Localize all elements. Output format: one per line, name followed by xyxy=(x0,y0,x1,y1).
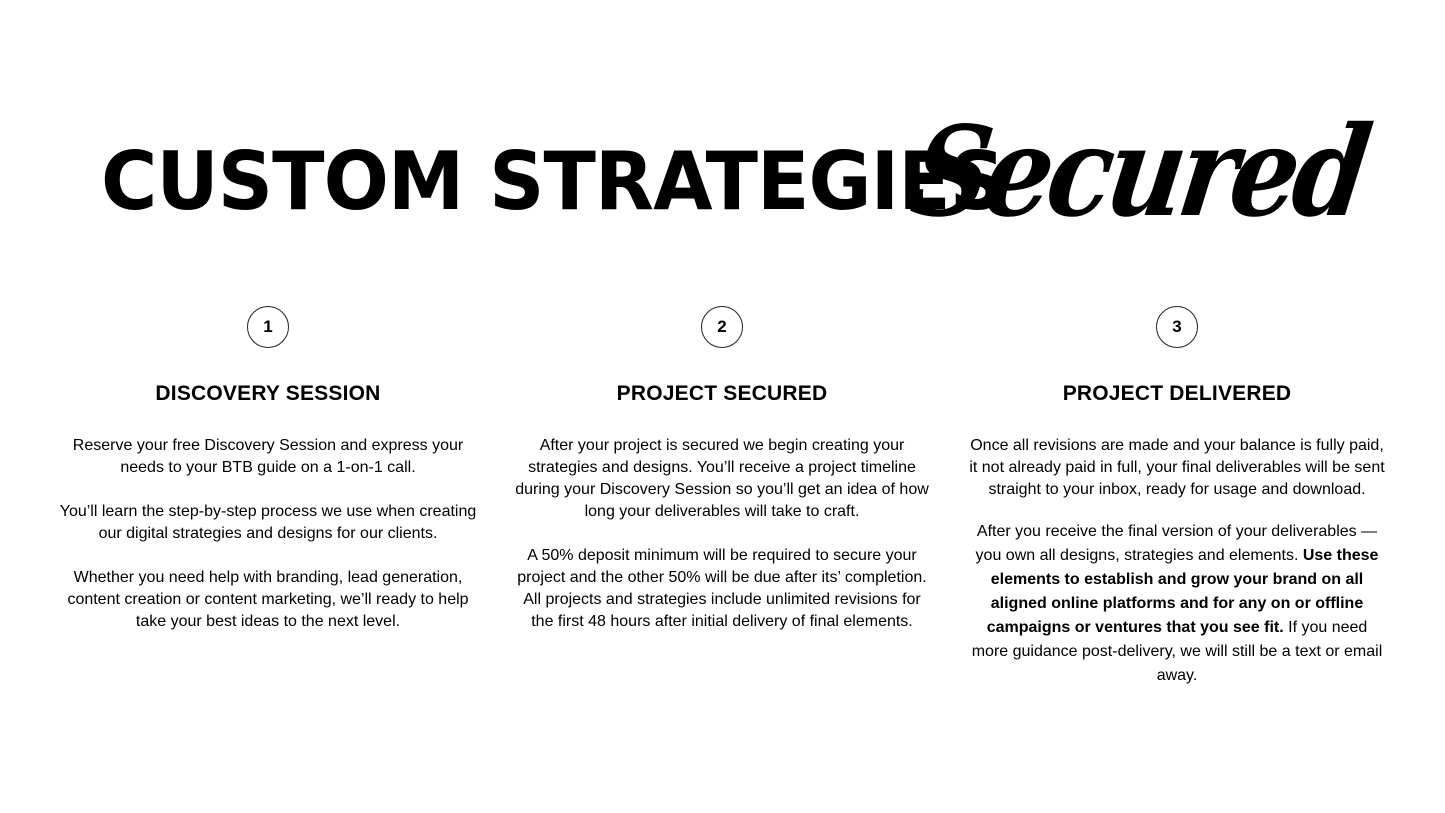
step-title: DISCOVERY SESSION xyxy=(155,382,381,405)
step-paragraph: Once all revisions are made and your balance is fully paid, it not already paid in full, your final deliverables will be sent straight to your inbox, ready for usage and download. xyxy=(969,437,1385,498)
step-paragraph: Reserve your free Discovery Session and express your needs to your BTB guide on a 1-on-1 call. xyxy=(72,437,464,476)
step-number-badge: 1 xyxy=(247,306,289,348)
step-title: PROJECT SECURED xyxy=(616,382,828,405)
step-discovery-session xyxy=(58,306,478,655)
closing-lead-text: After you receive the final version of your deliverables — you own all designs, strategies and elements. xyxy=(975,523,1378,564)
heading-main-text: CUSTOM STRATEGIES xyxy=(101,135,1005,228)
step-number-badge: 2 xyxy=(701,306,743,348)
step-paragraph: You’ll learn the step-by-step process we use when creating our digital strategies and designs for our clients. xyxy=(59,503,477,542)
step-paragraph: Whether you need help with branding, lead generation, content creation or content marketing, we’ll ready to help take your best ideas to the next level. xyxy=(67,569,469,630)
step-closing-paragraph xyxy=(967,520,1387,688)
step-description xyxy=(58,435,478,633)
step-number-badge: 3 xyxy=(1156,306,1198,348)
closing-emphasis-text: Use these elements to establish and grow your brand on all aligned online platforms and for any on or offline campaigns or ventures that you see fit. xyxy=(986,547,1379,636)
page-heading xyxy=(0,100,1445,245)
heading-script-text: Secured xyxy=(903,100,1375,245)
step-project-secured xyxy=(512,306,932,655)
step-project-delivered xyxy=(967,306,1387,710)
step-description xyxy=(967,435,1387,688)
closing-tail-text: If you need more guidance post-delivery, we will still be a text or email away. xyxy=(971,619,1383,684)
step-paragraph: A 50% deposit minimum will be required to secure your project and the other 50% will be due after its’ completion. All projects and strategies include unlimited revisions for the first 48 hours after initial delivery of final elements. xyxy=(517,547,927,630)
step-title: PROJECT DELIVERED xyxy=(1062,382,1292,405)
step-paragraph: After your project is secured we begin creating your strategies and designs. You’ll receive a project timeline during your Discovery Session so you’ll get an idea of how long your deliverables will take to craft. xyxy=(515,437,929,520)
step-description xyxy=(512,435,932,633)
